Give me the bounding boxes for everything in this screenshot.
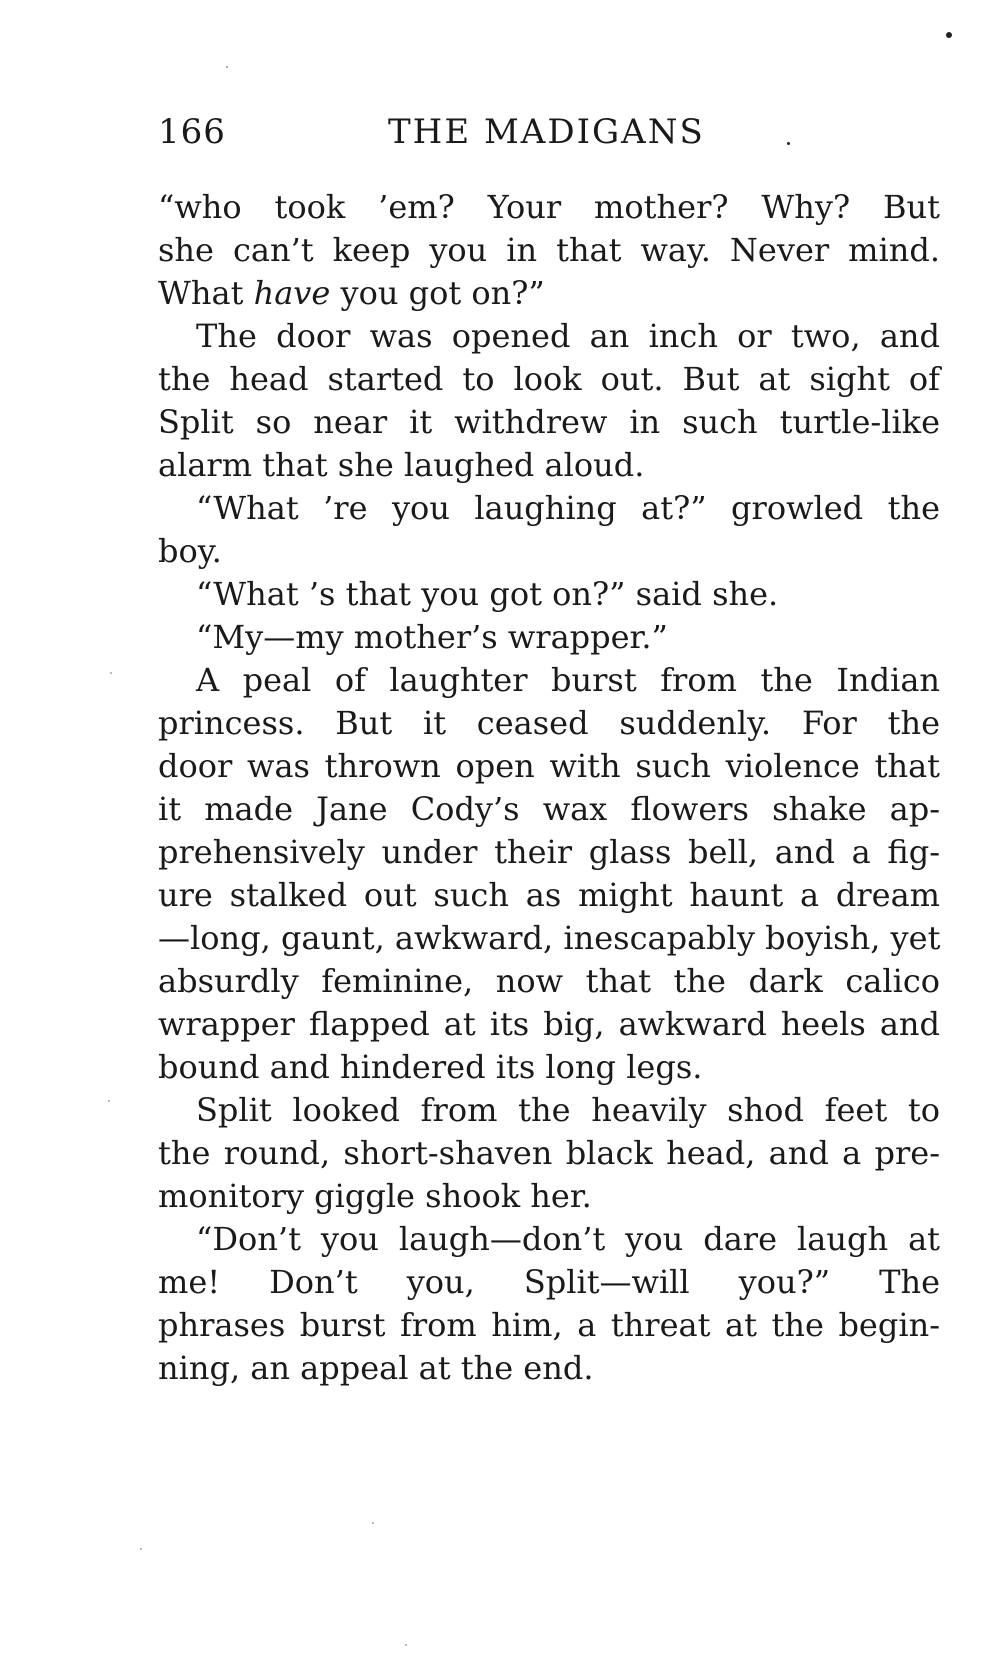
text-line: princess. But it ceased suddenly. For the [158,704,940,742]
scan-speck [140,1548,142,1550]
text-line: “who took ’em? Your mother? Why? But [158,188,940,226]
scan-speck [946,32,952,38]
text-line: she can’t keep you in that way. Never mind. [158,231,940,269]
text-line: “Don’t you laugh—don’t you dare laugh at [196,1220,940,1258]
text-line: ning, an appeal at the end. [158,1349,594,1387]
text-line: “What ’re you laughing at?” growled the [196,489,940,527]
scan-speck [405,1644,407,1646]
text-line: The door was opened an inch or two, and [196,317,940,355]
scan-speck [226,66,228,68]
text-line: “What ’s that you got on?” said she. [196,575,779,613]
text-line: Split looked from the heavily shod feet to [196,1091,940,1129]
text-line: —long, gaunt, awkward, inescapably boyish, yet [158,919,941,957]
page-number: 166 [158,112,226,152]
scan-speck [372,1522,374,1524]
text-line: door was thrown open with such violence that [158,747,940,785]
page-header [158,112,940,162]
text-line: phrases burst from him, a threat at the begin- [158,1306,940,1344]
text-line: “My—my mother’s wrapper.” [196,618,668,656]
text-line: the head started to look out. But at sight of [158,360,940,398]
scan-speck [110,672,112,674]
text-line: alarm that she laughed aloud. [158,446,645,484]
text-line: bound and hindered its long legs. [158,1048,703,1086]
text-line: the round, short-shaven black head, and a pre- [158,1134,940,1172]
text-line: ure stalked out such as might haunt a dream [158,876,940,914]
text-line: Split so near it withdrew in such turtle-like [158,403,940,441]
text-line: A peal of laughter burst from the Indian [196,661,940,699]
text-line: it made Jane Cody’s wax flowers shake ap- [158,790,940,828]
text-line: me! Don’t you, Split—will you?” The [158,1263,940,1301]
scan-speck [108,1100,110,1102]
text-line: absurdly feminine, now that the dark calico [158,962,940,1000]
text-line: boy. [158,532,222,570]
running-head: THE MADIGANS [388,112,705,152]
text-line: What have you got on?” [158,274,545,312]
text-line: monitory giggle shook her. [158,1177,592,1215]
text-line: prehensively under their glass bell, and a fig- [158,833,940,871]
body-text [158,186,940,1390]
text-line: wrapper flapped at its big, awkward heels and [158,1005,940,1043]
